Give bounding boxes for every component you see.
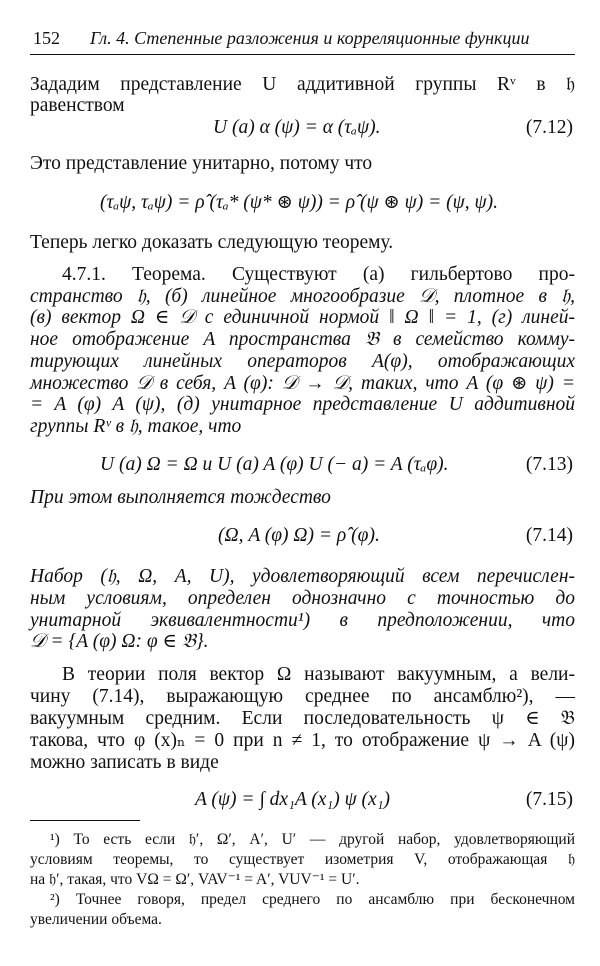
equation-number-7-12: (7.12) bbox=[525, 117, 573, 138]
page-number: 152 bbox=[33, 28, 60, 48]
theorem-line: 4.7.1. Теорема. Существуют (а) гильбертово про- bbox=[62, 264, 575, 285]
equation-7-15: A (ψ) = ∫ dx₁A (x₁) ψ (x₁) bbox=[195, 789, 390, 810]
equation-number-7-13: (7.13) bbox=[525, 454, 573, 475]
prove-text: Теперь легко доказать следующую теорему. bbox=[30, 232, 394, 253]
equation-7-14: (Ω, A (φ) Ω) = ρ̂ (φ). bbox=[218, 525, 380, 546]
theorem-line: странство 𝔥, (б) линейное многообразие 𝒟, плотное в 𝔥, bbox=[30, 286, 575, 307]
running-header bbox=[30, 24, 575, 55]
footnote-2-line: ²) Точнее говоря, предел среднего по ансамблю при бесконечном bbox=[50, 891, 575, 908]
footnote-2-line: увеличении объема. bbox=[30, 911, 162, 928]
theorem-line: = A (φ) A (ψ), (д) унитарное представление U аддитивной bbox=[30, 394, 575, 415]
equation-unitary: (τₐψ, τₐψ) = ρ̂ (τₐ* (ψ* ⊛ ψ)) = ρ̂ (ψ ⊛ ψ) = (ψ, ψ). bbox=[100, 192, 498, 213]
footnote-1-line: условиям теоремы, то существует изометрия V, отображающая 𝔥 bbox=[30, 851, 575, 868]
theorem-line: (в) вектор Ω ∈ 𝒟 с единичной нормой ‖ Ω ‖ = 1, (г) линей- bbox=[30, 307, 575, 328]
theorem-line: множество 𝒟 в себя, A (φ): 𝒟 → 𝒟, таких, что A (φ ⊛ ψ) = bbox=[30, 373, 575, 394]
uniqueness-line: ным условиям, определен однозначно с точностью до bbox=[30, 588, 575, 609]
intro-line-2: равенством bbox=[30, 95, 125, 116]
vacuum-line: чину (7.14), выражающую среднее по ансамблю²), — bbox=[30, 686, 575, 707]
footnote-rule bbox=[30, 820, 140, 821]
running-title: Гл. 4. Степенные разложения и корреляционные функции bbox=[90, 28, 530, 48]
vacuum-line: вакуумным средним. Если последовательность ψ ∈ 𝔅 bbox=[30, 708, 575, 729]
equation-7-13: U (a) Ω = Ω и U (a) A (φ) U (− a) = A (τₐφ). bbox=[100, 454, 449, 475]
uniqueness-line: Набор (𝔥, Ω, A, U), удовлетворяющий всем перечислен- bbox=[30, 566, 575, 587]
uniqueness-line: 𝒟 = {A (φ) Ω: φ ∈ 𝔅}. bbox=[30, 631, 209, 652]
footnote-1-line: ¹) То есть если 𝔥′, Ω′, A′, U′ — другой набор, удовлетворяющий bbox=[50, 831, 575, 848]
unitary-text: Это представление унитарно, потому что bbox=[30, 153, 373, 174]
vacuum-line: В теории поля вектор Ω называют вакуумным, а вели- bbox=[62, 664, 575, 685]
uniqueness-line: унитарной эквивалентности¹) в предположении, что bbox=[30, 610, 575, 631]
identity-text: При этом выполняется тождество bbox=[30, 487, 331, 508]
intro-line-1: Зададим представление U аддитивной группы Rᵛ в 𝔥 bbox=[30, 74, 575, 95]
equation-number-7-15: (7.15) bbox=[525, 789, 573, 810]
equation-number-7-14: (7.14) bbox=[525, 525, 573, 546]
theorem-line: ное отображение A пространства 𝔅 в семейство комму- bbox=[30, 329, 575, 350]
vacuum-line: можно записать в виде bbox=[30, 752, 219, 773]
book-page bbox=[30, 0, 575, 966]
theorem-line: группы Rᵛ в 𝔥, такое, что bbox=[30, 416, 242, 437]
equation-7-12: U (a) α (ψ) = α (τₐψ). bbox=[213, 117, 381, 138]
vacuum-line: такова, что φ (x)ₙ = 0 при n ≠ 1, то отображение ψ → A (ψ) bbox=[30, 730, 575, 751]
footnote-1-line: на 𝔥′, такая, что VΩ = Ω′, VAV⁻¹ = A′, VUV⁻¹ = U′. bbox=[30, 871, 360, 888]
theorem-line: тирующих линейных операторов A(φ), отображающих bbox=[30, 351, 575, 372]
